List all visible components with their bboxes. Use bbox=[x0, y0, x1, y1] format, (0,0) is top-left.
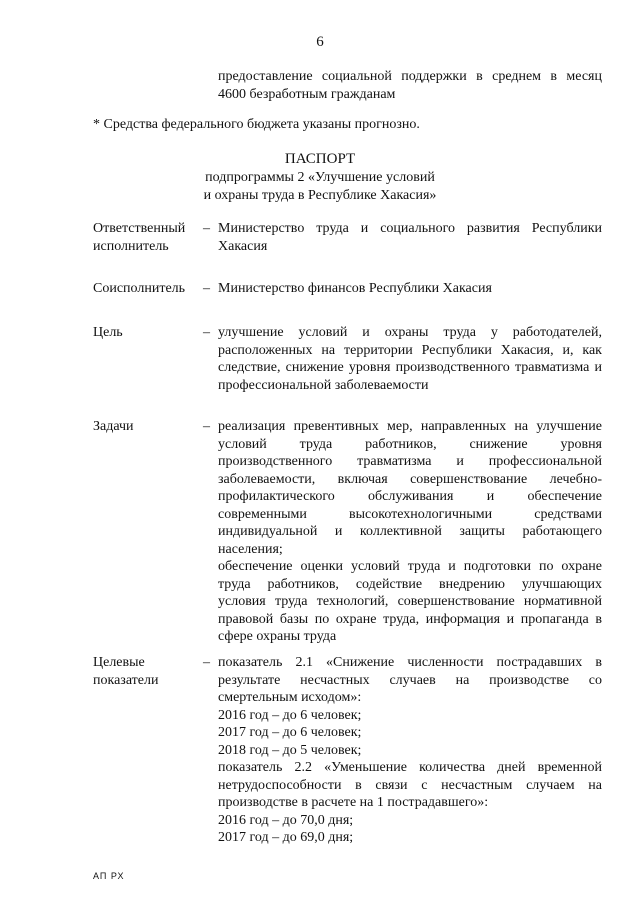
row-dash: – bbox=[203, 281, 210, 296]
passport-subtitle-line: и охраны труда в Республике Хакасия» bbox=[203, 187, 437, 203]
continuation-line: 4600 безработным гражданам bbox=[218, 86, 396, 102]
row-dash: – bbox=[203, 419, 210, 434]
row-value-coexecutor: Министерство финансов Республики Хакасия bbox=[218, 281, 492, 296]
passport-title: ПАСПОРТ bbox=[284, 151, 356, 167]
page-number: 6 bbox=[316, 34, 324, 50]
row-dash: – bbox=[203, 655, 210, 670]
footer-mark: АП РХ bbox=[93, 871, 125, 881]
row-label-coexecutor: Соисполнитель bbox=[93, 281, 186, 296]
row-label-goal: Цель bbox=[93, 325, 123, 340]
row-value-indicators: показатель 2.1 «Снижение численности пострадавших в результате несчастных случаев на производстве со смертельным исходом»: 2016 год – до 6 человек; 2017 год – до 6 человек; 2018 год – до 5 человек; показатель 2.2 «Уменьшение количества дней временной нетрудоспособности в связи с несчастным случаем на производстве в расчете на 1 пострадавшего»: 2016 год – до 70,0 дня; 2017 год – до 69,0 дня; bbox=[218, 655, 602, 845]
row-label-indicators: Целевые показатели bbox=[93, 655, 159, 688]
row-label-tasks: Задачи bbox=[93, 419, 134, 434]
row-value-goal: улучшение условий и охраны труда у работодателей, расположенных на территории Республики Хакасия, и, как следствие, снижение уровня производственного травматизма и профессиональной заболеваемости bbox=[218, 325, 602, 393]
passport-title-block bbox=[0, 150, 640, 204]
row-value-tasks: реализация превентивных мер, направленных на улучшение условий труда работников, снижение уровня производственного травматизма и профессиональной заболеваемости, включая совершенствование лечебно- профилактического обслуживания и обеспечение современными высокотехнологичными средствами индивидуальной и коллективной защиты работающего населения; обеспечение оценки условий труда и подготовки по охране труда работников, содействие внедрению улучшающих условия труда технологий, совершенствование нормативной правовой базы по охране труда, информация и пропаганда в сфере охраны труда bbox=[218, 419, 602, 644]
row-label-responsible: Ответственный исполнитель bbox=[93, 221, 186, 254]
footnote: * Средства федерального бюджета указаны прогнозно. bbox=[93, 117, 420, 132]
continuation-text bbox=[218, 68, 602, 103]
continuation-line: предоставление социальной поддержки в среднем в месяц bbox=[218, 69, 602, 84]
row-value-responsible: Министерство труда и социального развития Республики Хакасия bbox=[218, 221, 602, 254]
passport-subtitle-line: подпрограммы 2 «Улучшение условий bbox=[205, 170, 435, 185]
row-dash: – bbox=[203, 325, 210, 340]
row-dash: – bbox=[203, 221, 210, 236]
